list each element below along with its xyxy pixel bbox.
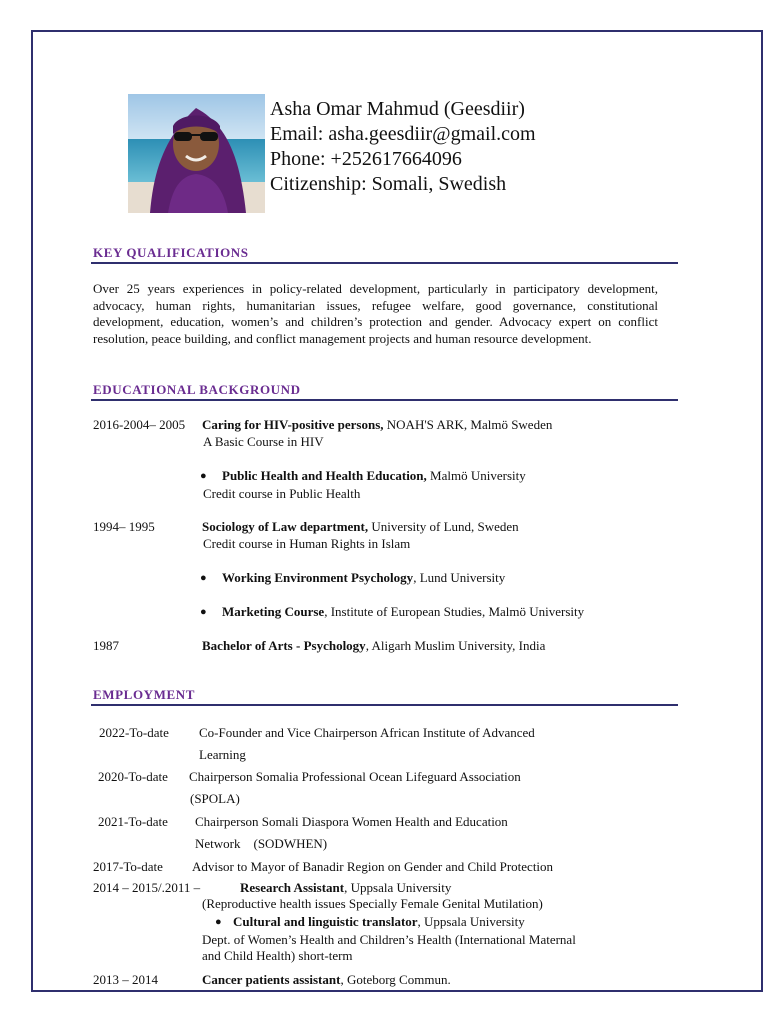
education-course: Sociology of Law department, xyxy=(202,519,369,534)
employment-employer: , Uppsala University xyxy=(344,880,452,895)
employment-role-cont: Learning xyxy=(199,747,246,762)
employment-role xyxy=(240,880,451,896)
employment-date: 2022-To-date xyxy=(99,725,169,740)
employment-position: Cancer patients assistant xyxy=(202,972,341,987)
education-entry xyxy=(202,519,519,535)
profile-photo xyxy=(128,94,265,213)
education-date: 2016-2004– 2005 xyxy=(93,417,186,432)
employment-role: Chairperson Somali Diaspora Women Health and Education xyxy=(195,814,508,829)
section-divider xyxy=(91,704,678,706)
employment-role-cont: Network (SODWHEN) xyxy=(195,836,328,851)
qualifications-text: Over 25 years experiences in policy-related development, particularly in participatory development, advocacy, human rights, humanitarian issues, refugee welfare, good governance, constitutional development, education, women’s and children’s protection and gender. Advocacy expert on conflict resolution, peace building, and conflict management projects and human resource development. xyxy=(93,281,658,346)
employment-position: Cultural and linguistic translator xyxy=(233,914,418,929)
phone-line: Phone: +252617664096 xyxy=(270,148,462,170)
employment-date: 2017-To-date xyxy=(93,859,163,874)
education-course: Marketing Course xyxy=(222,604,325,619)
education-institution: , Aligarh Muslim University, India xyxy=(365,638,546,653)
bullet-icon: ● xyxy=(200,606,207,618)
section-title-education: EDUCATIONAL BACKGROUND xyxy=(93,382,301,397)
education-detail: A Basic Course in HIV xyxy=(203,434,324,449)
education-entry xyxy=(202,417,552,433)
education-entry xyxy=(222,604,584,620)
education-course: Public Health and Health Education, xyxy=(222,468,427,483)
employment-role xyxy=(202,972,451,988)
employment-date: 2014 – 2015/.2011 – xyxy=(93,880,201,895)
education-institution: , Institute of European Studies, Malmö University xyxy=(324,604,585,619)
education-course: Working Environment Psychology xyxy=(222,570,414,585)
education-detail: Credit course in Human Rights in Islam xyxy=(203,536,411,551)
employment-detail: and Child Health) short-term xyxy=(202,948,353,963)
employment-date: 2013 – 2014 xyxy=(93,972,158,987)
education-entry xyxy=(222,570,505,586)
section-divider xyxy=(91,399,678,401)
employment-role: Co-Founder and Vice Chairperson African Institute of Advanced xyxy=(199,725,535,740)
section-title-qualifications: KEY QUALIFICATIONS xyxy=(93,245,249,260)
employment-role-cont: (SPOLA) xyxy=(190,791,240,806)
section-title-employment: EMPLOYMENT xyxy=(93,687,196,702)
education-date: 1994– 1995 xyxy=(93,519,155,534)
section-divider xyxy=(91,262,678,264)
bullet-icon: ● xyxy=(200,470,207,482)
education-course: Caring for HIV-positive persons, xyxy=(202,417,384,432)
education-entry xyxy=(202,638,545,654)
full-name: Asha Omar Mahmud (Geesdiir) xyxy=(270,98,525,120)
employment-role xyxy=(233,914,525,930)
education-institution: Malmö University xyxy=(426,468,526,483)
employment-date: 2020-To-date xyxy=(98,769,168,784)
education-date: 1987 xyxy=(93,638,119,653)
employment-role: Chairperson Somalia Professional Ocean Lifeguard Association xyxy=(189,769,521,784)
education-entry xyxy=(222,468,526,484)
employment-detail: (Reproductive health issues Specially Female Genital Mutilation) xyxy=(202,896,543,911)
employment-detail: Dept. of Women’s Health and Children’s Health (International Maternal xyxy=(202,932,576,947)
employment-employer: , Goteborg Commun. xyxy=(340,972,451,987)
email-line: Email: asha.geesdiir@gmail.com xyxy=(270,123,536,145)
education-institution: , Lund University xyxy=(413,570,506,585)
bullet-icon: ● xyxy=(215,916,222,928)
employment-position: Research Assistant xyxy=(240,880,345,895)
education-course: Bachelor of Arts - Psychology xyxy=(202,638,366,653)
employment-employer: , Uppsala University xyxy=(417,914,525,929)
contact-header xyxy=(270,97,536,197)
education-detail: Credit course in Public Health xyxy=(203,486,361,501)
education-institution: University of Lund, Sweden xyxy=(368,519,519,534)
employment-date: 2021-To-date xyxy=(98,814,168,829)
education-institution: NOAH'S ARK, Malmö Sweden xyxy=(383,417,553,432)
bullet-icon: ● xyxy=(200,572,207,584)
employment-role: Advisor to Mayor of Banadir Region on Gender and Child Protection xyxy=(192,859,554,874)
citizenship-line: Citizenship: Somali, Swedish xyxy=(270,173,507,195)
